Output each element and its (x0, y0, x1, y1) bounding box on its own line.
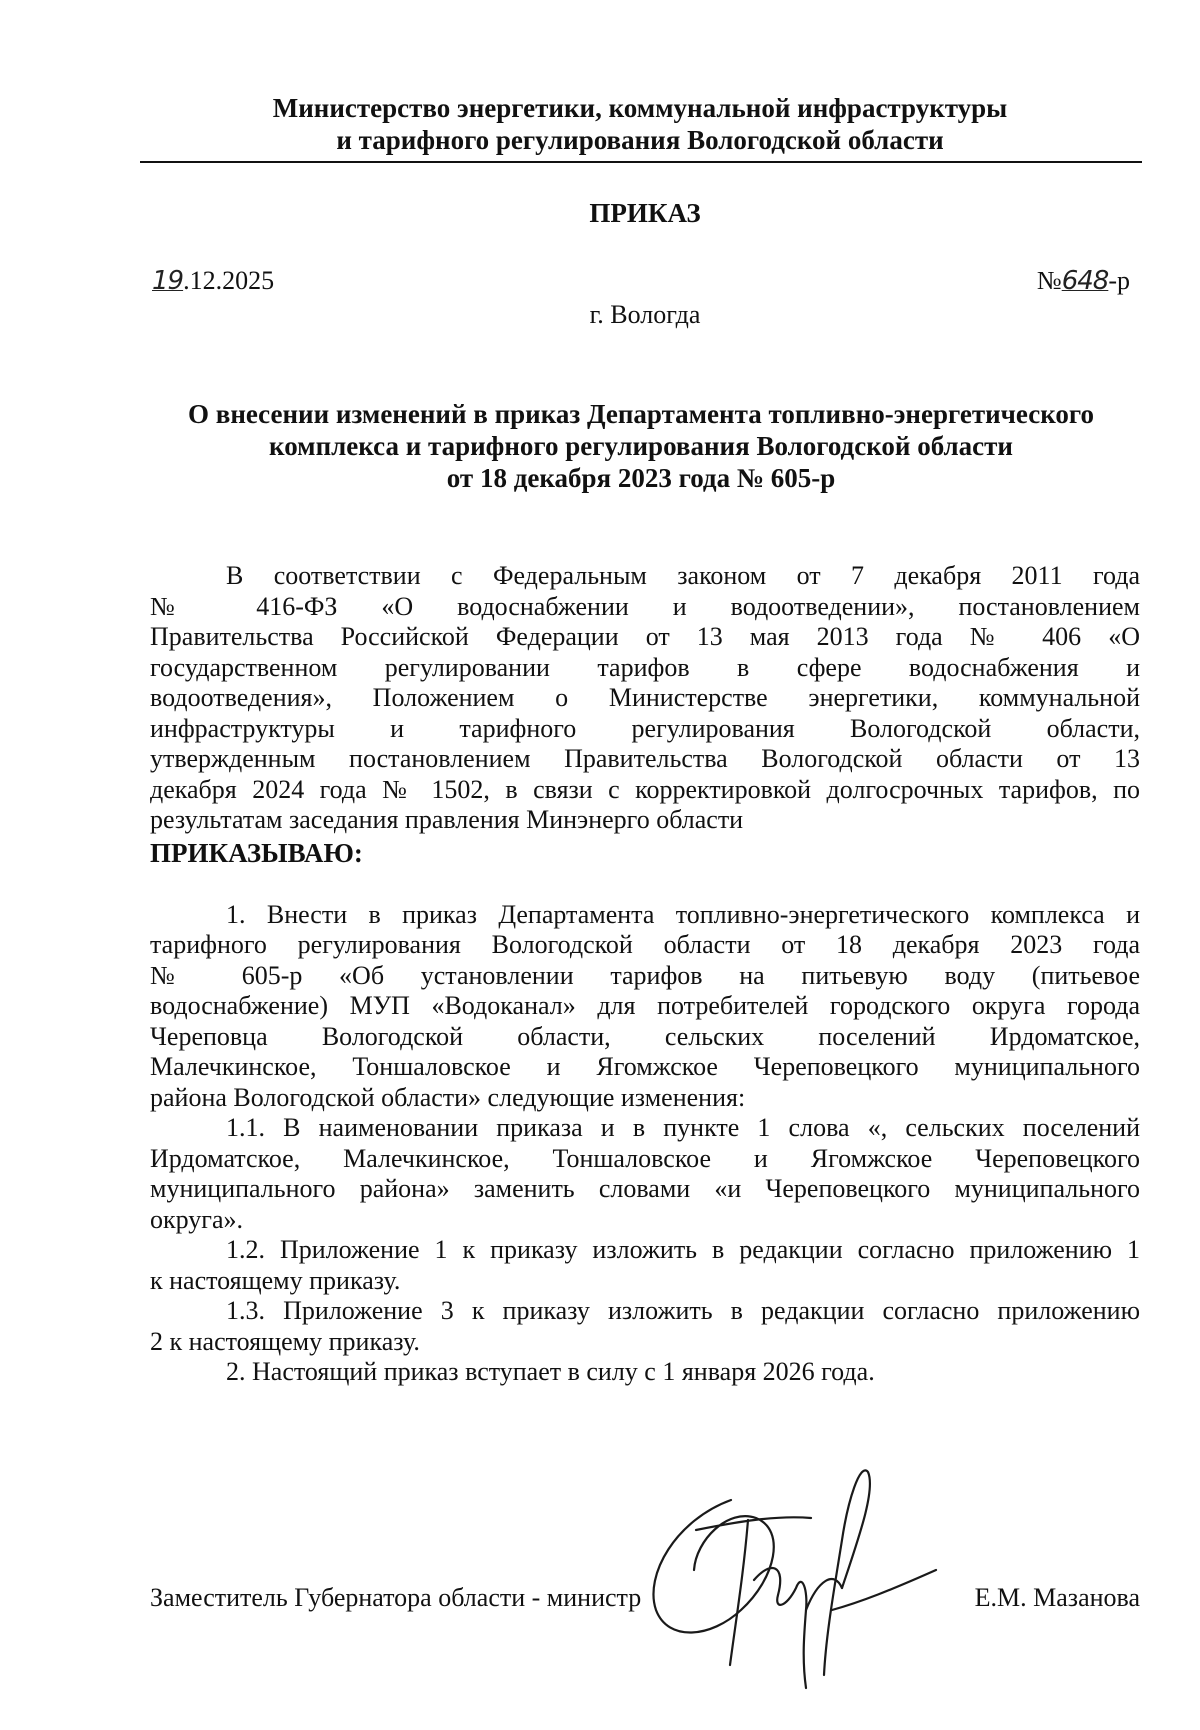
item-1-line: водоснабжение) МУП «Водоканал» для потребителей городского округа города (150, 991, 1140, 1020)
preamble-line: инфраструктуры и тарифного регулирования Вологодской области, (150, 713, 1140, 743)
item-1-1-line: муниципального района» заменить словами «и Череповецкого муниципального (150, 1174, 1140, 1203)
ministry-line-2: и тарифного регулирования Вологодской области (336, 125, 944, 155)
preamble-line: В соответствии с Федеральным законом от 7 декабря 2011 года (226, 561, 1140, 590)
ministry-line-1: Министерство энергетики, коммунальной инфраструктуры (272, 93, 1008, 123)
order-body (150, 561, 1140, 1388)
item-1-line: Череповца Вологодской области, сельских поселений Ирдоматское, (150, 1021, 1140, 1051)
header-rule (140, 161, 1142, 163)
handwritten-signature-icon (636, 1460, 966, 1700)
item-1-2-line: 1.2. Приложение 1 к приказу изложить в редакции согласно приложению 1 (226, 1235, 1140, 1264)
item-1-line: 1. Внести в приказ Департамента топливно-энергетического комплекса и (226, 899, 1140, 929)
item-1-line: тарифного регулирования Вологодской области от 18 декабря 2023 года (150, 930, 1140, 959)
item-2: 2. Настоящий приказ вступает в силу с 1 января 2026 года. (226, 1357, 875, 1386)
order-command: ПРИКАЗЫВАЮ: (150, 837, 363, 868)
preamble-line: декабря 2024 года № 1502, в связи с корректировкой долгосрочных тарифов, по (150, 774, 1140, 804)
number-handwritten: 648 (1061, 266, 1109, 296)
item-1-line: района Вологодской области» следующие изменения: (150, 1082, 746, 1112)
item-1-1-line: 1.1. В наименовании приказа и в пункте 1 слова «, сельских поселений (226, 1113, 1140, 1142)
preamble-line: Правительства Российской Федерации от 13 мая 2013 года № 406 «О (150, 622, 1140, 651)
preamble (150, 561, 1140, 836)
order-subject (140, 398, 1142, 494)
item-1-1-line: Ирдоматское, Малечкинское, Тоншаловское и Ягомжское Череповецкого (150, 1143, 1140, 1173)
order-city: г. Вологда (589, 300, 701, 329)
ministry-header (140, 92, 1140, 156)
item-1-3-line: 1.3. Приложение 3 к приказу изложить в редакции согласно приложению (226, 1296, 1140, 1325)
preamble-line: водоотведения», Положением о Министерстве энергетики, коммунальной (150, 683, 1140, 712)
date-day-handwritten: 19 (152, 266, 184, 296)
item-1-2-line: к настоящему приказу. (150, 1265, 401, 1295)
preamble-line: результатам заседания правления Минэнерго области (150, 805, 744, 834)
item-1-3 (150, 1296, 1140, 1357)
order-date (152, 266, 274, 296)
number-prefix: № (1036, 266, 1062, 295)
item-1-line: № 605-р «Об установлении тарифов на питьевую воду (питьевое (150, 960, 1140, 990)
item-1-1 (150, 1113, 1140, 1235)
item-1-2 (150, 1235, 1140, 1296)
order-title: ПРИКАЗ (589, 198, 701, 228)
preamble-line: № 416-ФЗ «О водоснабжении и водоотведении», постановлением (150, 591, 1140, 621)
preamble-line: государственном регулировании тарифов в сфере водоснабжения и (150, 652, 1140, 682)
item-1-line: Малечкинское, Тоншаловское и Ягомжское Череповецкого муниципального (150, 1052, 1140, 1081)
signatory-name: Е.М. Мазанова (974, 1583, 1140, 1612)
order-number (1037, 266, 1130, 296)
signatory-position: Заместитель Губернатора области - министр (150, 1583, 642, 1612)
preamble-line: утвержденным постановлением Правительства Вологодской области от 13 (150, 744, 1140, 773)
subject-line-3: от 18 декабря 2023 года № 605-р (446, 463, 836, 493)
item-1-3-line: 2 к настоящему приказу. (150, 1326, 420, 1356)
number-suffix: -р (1108, 266, 1130, 295)
item-1 (150, 900, 1140, 1114)
date-rest: .12.2025 (183, 266, 275, 295)
item-1-1-line: округа». (150, 1204, 243, 1234)
subject-line-1: О внесении изменений в приказ Департамента топливно-энергетического (187, 399, 1094, 429)
subject-line-2: комплекса и тарифного регулирования Вологодской области (269, 431, 1013, 461)
